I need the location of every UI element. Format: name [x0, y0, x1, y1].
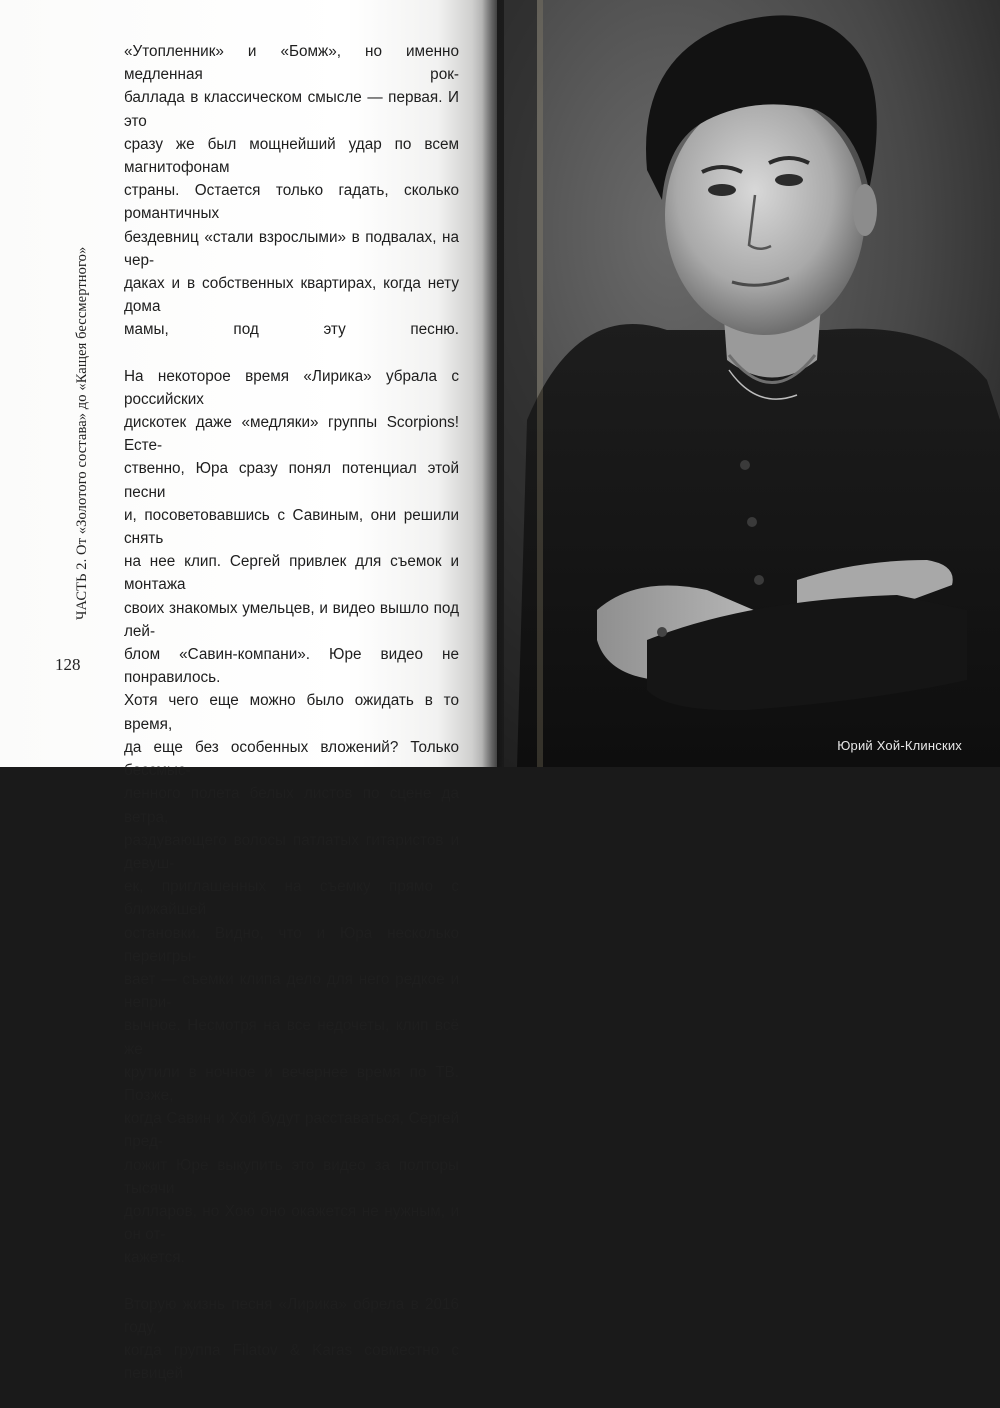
body-text: [124, 40, 459, 1408]
face: [665, 95, 865, 335]
eye-left: [708, 184, 736, 196]
right-page: [497, 0, 1000, 767]
portrait-photo: [497, 0, 1000, 767]
left-page: [0, 0, 497, 1383]
shirt-button: [747, 517, 757, 527]
running-head-text: ЧАСТЬ 2. От «Золотого состава» до «Кащея бессмертного»: [74, 246, 90, 620]
photo-caption: Юрий Хой-Клинских: [837, 738, 962, 753]
book-gutter: [482, 0, 504, 767]
shirt-button: [754, 575, 764, 585]
shirt-button: [740, 460, 750, 470]
eye-right: [775, 174, 803, 186]
paragraph-3: Вторую жизнь песня «Лирика» обрела в 2016 году, когда группа Filatov & Karas совместно с певицей: [124, 1295, 459, 1383]
paragraph-2: На некоторое время «Лирика» убрала с российских дискотек даже «медляки» группы Scorpions! Есте- ственно, Юра сразу понял потенциал этой песни и, посоветовавшись с Савиным, они решили снять на нее клип. Сергей привлек для съемок и монтажа своих знакомых умельцев, и видео вышло под лей- блом «Савин-компани». Юре видео не понравилось. Хотя чего еще можно было ожидать в то время, да еще без особенных вложений? Только бессмыс- ленного полета белых листов по сцене да ветра, раздувающего волосы патлатых гитаристов и девуш- ек, приглашенных на съемку прямо с ближайшей остановки. Видно, что и Юра несколько переигры- вает — съемки клипа дело для него редкое и непри- вычное. Несмотря на все недочеты, клип всё же крутили в ночное и вечернее время по ТВ. Позже, когда Савин и Хой будут расставаться, Сергей пред- ложит Юре выкупить это видео за полторы тысячи долларов, но Хою оно окажется не нужным, и он от- кажется.: [124, 367, 459, 1267]
page-number: 128: [55, 655, 81, 674]
paragraph-1: «Утопленник» и «Бомж», но именно медленная рок- баллада в классическом смысле — первая. И это сразу же был мощнейший удар по всем магнитофонам страны. Остается только гадать, сколько романтичных бездевниц «стали взрослыми» в подвалах, на чер- даках и в собственных квартирах, когда нету дома мамы, под эту песню.: [124, 43, 459, 339]
